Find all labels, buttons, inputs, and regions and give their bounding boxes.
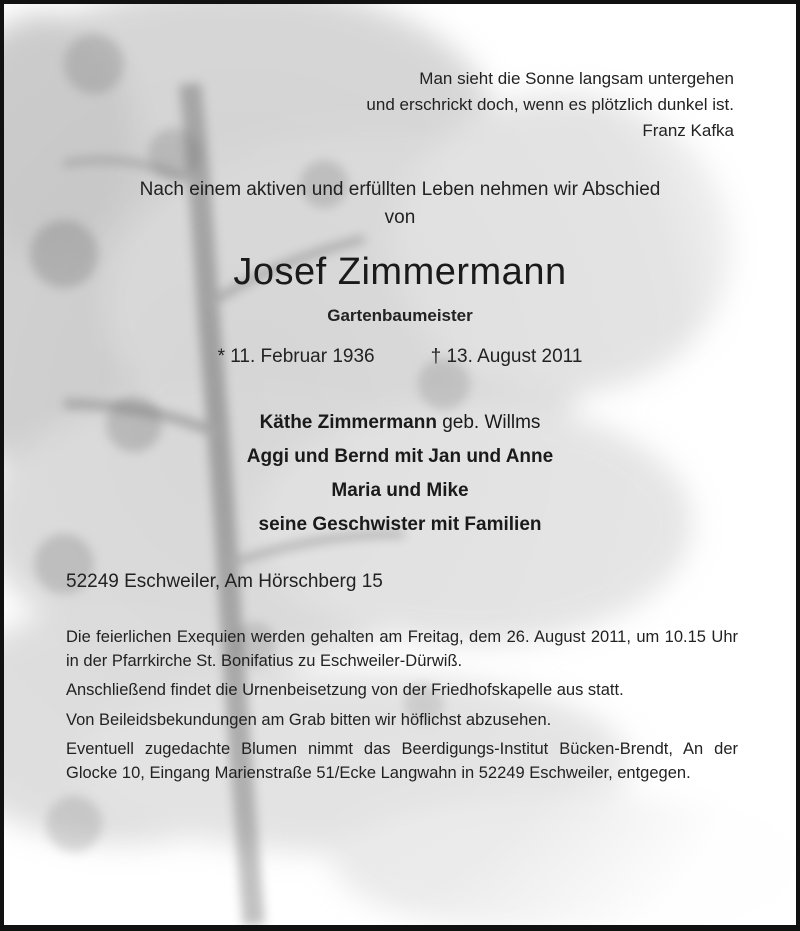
quote-line-2: und erschrickt doch, wenn es plötzlich dunkel ist. bbox=[366, 95, 734, 114]
spouse-maiden-name: geb. Willms bbox=[436, 412, 541, 433]
mourner-line-2: Aggi und Bernd mit Jan und Anne bbox=[246, 446, 554, 467]
mourner-spouse bbox=[4, 406, 796, 440]
death-date: † 13. August 2011 bbox=[430, 346, 583, 367]
service-details bbox=[66, 626, 738, 791]
quote-author: Franz Kafka bbox=[642, 121, 734, 140]
details-urn-burial: Anschließend findet die Urnenbeisetzung von der Friedhofskapelle aus statt. bbox=[66, 681, 624, 699]
intro-line-1: Nach einem aktiven und erfüllten Leben nehmen wir Abschied bbox=[139, 179, 661, 200]
spouse-name: Käthe Zimmermann bbox=[259, 412, 437, 433]
mourners-list bbox=[4, 406, 796, 542]
kafka-quote bbox=[366, 66, 734, 144]
notice-content bbox=[4, 4, 796, 925]
birth-date: * 11. Februar 1936 bbox=[217, 346, 375, 367]
details-exequies: Die feierlichen Exequien werden gehalten am Freitag, dem 26. August 2011, um 10.15 Uhr in der Pfarrkirche St. Bonifatius zu Eschweiler-Dürwiß. bbox=[66, 628, 738, 670]
intro-line-2: von bbox=[384, 207, 416, 228]
mourner-line-4: seine Geschwister mit Familien bbox=[258, 514, 542, 535]
mourner-line-3: Maria und Mike bbox=[331, 480, 469, 501]
family-address: 52249 Eschweiler, Am Hörschberg 15 bbox=[66, 571, 383, 592]
life-dates bbox=[4, 344, 796, 370]
deceased-profession: Gartenbaumeister bbox=[327, 306, 473, 325]
details-flowers: Eventuell zugedachte Blumen nimmt das Beerdigungs-Institut Bücken-Brendt, An der Glocke 10, Eingang Marienstraße 51/Ecke Langwahn in 52249 Eschweiler, entgegen. bbox=[66, 740, 738, 782]
details-condolences: Von Beileidsbekundungen am Grab bitten wir höflichst abzusehen. bbox=[66, 710, 552, 729]
quote-line-1: Man sieht die Sonne langsam untergehen bbox=[419, 69, 734, 88]
farewell-intro bbox=[4, 176, 796, 232]
deceased-name: Josef Zimmermann bbox=[233, 251, 567, 293]
